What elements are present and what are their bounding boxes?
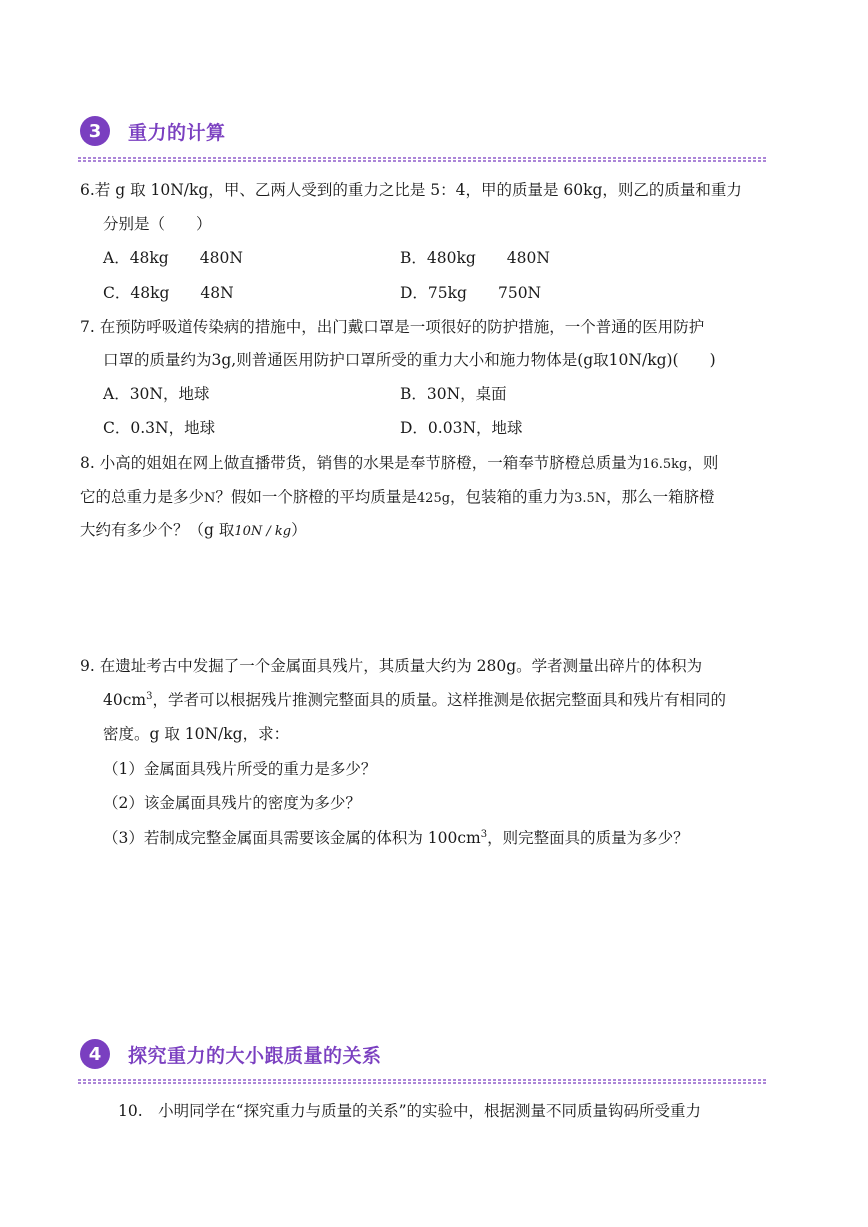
option-c: C．48kg 48N bbox=[103, 284, 234, 302]
question-9-sub-2: （2）该金属面具残片的密度为多少？ bbox=[103, 794, 361, 812]
text-segment: ） bbox=[291, 521, 307, 539]
section-title: 重力的计算 bbox=[128, 121, 226, 144]
text-segment: ？假如一个脐橙的平均质量是 bbox=[215, 488, 417, 506]
text-segment: 8. 小高的姐姐在网上做直播带货，销售的水果是奉节脐橙，一箱奉节脐橙总质量为 bbox=[80, 454, 643, 472]
option-c: C．0.3N，地球 bbox=[103, 419, 216, 437]
text-segment: 它的总重力是多少 bbox=[80, 488, 205, 506]
text-segment: 10N / kg bbox=[234, 524, 292, 539]
text-segment: （3）若制成完整金属面具需要该金属的体积为 100cm bbox=[103, 829, 481, 847]
question-8-line-1 bbox=[80, 453, 718, 475]
question-7-line-1: 7. 在预防呼吸道传染病的措施中，出门戴口罩是一项很好的防护措施，一个普通的医用防护 bbox=[80, 318, 705, 336]
text-segment: ，那么一箱脐橙 bbox=[606, 488, 715, 506]
question-8-line-2 bbox=[80, 487, 715, 509]
section-number-badge: 3 bbox=[80, 116, 110, 146]
question-7-line-2: 口罩的质量约为3g,则普通医用防护口罩所受的重力大小和施力物体是(g取10N/kg)( ) bbox=[103, 351, 716, 369]
section-number-badge: 4 bbox=[80, 1039, 110, 1069]
section-header-3 bbox=[80, 114, 226, 148]
option-d: D．75kg 750N bbox=[400, 284, 542, 302]
option-a: A．48kg 480N bbox=[103, 249, 243, 267]
question-10-line-1: 10. 小明同学在“探究重力与质量的关系”的实验中，根据测量不同质量钩码所受重力 bbox=[118, 1102, 702, 1120]
option-a: A．30N，地球 bbox=[103, 385, 210, 403]
question-9-line-1: 9. 在遗址考古中发掘了一个金属面具残片，其质量大约为 280g。学者测量出碎片的体积为 bbox=[80, 657, 703, 675]
option-d: D．0.03N，地球 bbox=[400, 419, 523, 437]
question-6-line-1: 6.若 g 取 10N/kg，甲、乙两人受到的重力之比是 5：4，甲的质量是 60kg，则乙的质量和重力 bbox=[80, 181, 742, 199]
section-divider bbox=[78, 1079, 768, 1084]
superscript: 3 bbox=[146, 690, 153, 702]
section-divider bbox=[78, 157, 768, 162]
text-segment: 40cm bbox=[103, 691, 147, 709]
option-b: B．480kg 480N bbox=[400, 249, 550, 267]
text-segment: ，则 bbox=[687, 454, 719, 472]
option-b: B．30N，桌面 bbox=[400, 385, 507, 403]
text-segment: ，则完整面具的质量为多少？ bbox=[487, 829, 689, 847]
superscript: 3 bbox=[480, 828, 488, 840]
text-segment: N bbox=[204, 491, 216, 506]
section-header-4 bbox=[80, 1037, 382, 1071]
text-segment: 16.5kg bbox=[642, 457, 688, 472]
question-8-line-3 bbox=[80, 520, 307, 542]
question-9-line-3: 密度。g 取 10N/kg，求： bbox=[103, 725, 290, 743]
text-segment: ，包装箱的重力为 bbox=[450, 488, 575, 506]
question-9-sub-1: （1）金属面具残片所受的重力是多少？ bbox=[103, 760, 377, 778]
text-segment: 3.5N bbox=[574, 491, 607, 506]
text-segment: 大约有多少个？（g 取 bbox=[80, 521, 235, 539]
section-title: 探究重力的大小跟质量的关系 bbox=[128, 1044, 382, 1067]
text-segment: 425g bbox=[416, 491, 451, 506]
question-9-line-2 bbox=[103, 690, 726, 710]
question-6-line-2: 分别是（ ） bbox=[103, 215, 212, 233]
question-9-sub-3 bbox=[103, 828, 689, 848]
text-segment: ，学者可以根据残片推测完整面具的质量。这样推测是依据完整面具和残片有相同的 bbox=[152, 691, 726, 709]
